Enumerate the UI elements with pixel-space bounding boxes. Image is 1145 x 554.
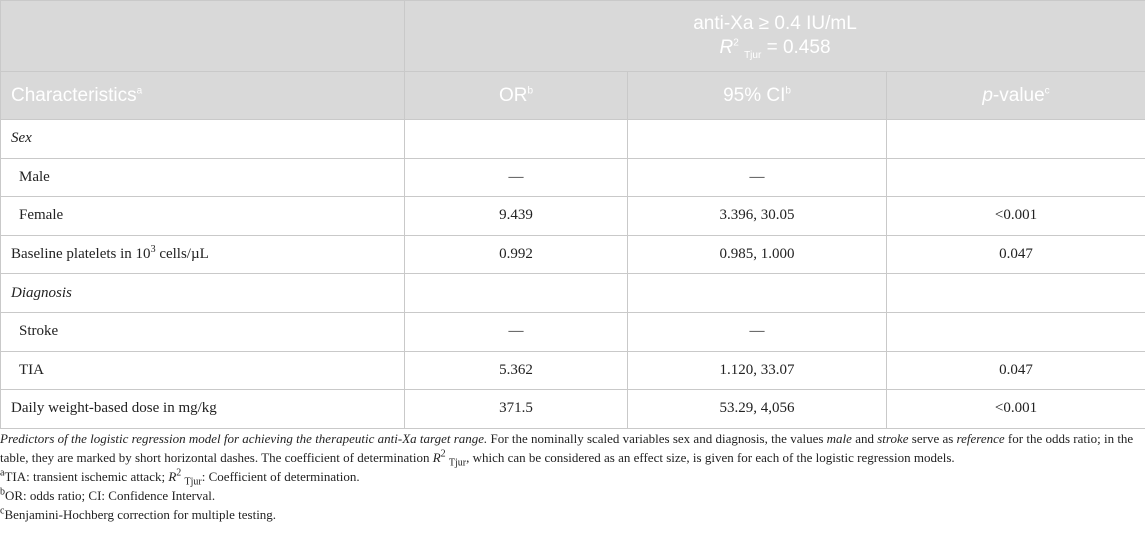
cell-ci <box>628 120 887 159</box>
cell-p: 0.047 <box>887 235 1145 274</box>
header-blank-cell <box>1 1 405 72</box>
group-header-row <box>1 1 1145 72</box>
cell-ci <box>628 274 887 313</box>
col-header-or: $OR^b$ <box>405 72 628 120</box>
cell-or: — <box>405 312 628 351</box>
table-caption: Predictors of the logistic regression model for achieving the therapeutic anti-Xa target range. For the nominally scaled variables sex and diagnosis, the values male and stroke serve as reference for the odds ratio; in the table, they are marked by short horizontal dashes. The coefficient of determination $R^2$ $_{Tjur}$, which can be considered as an effect size, is given for each of the logistic regression models. <box>0 431 1134 469</box>
row-label: Female <box>1 197 405 236</box>
cell-p: 0.047 <box>887 351 1145 390</box>
footnote-a: $^a$TIA: transient ischemic attack; $R^2$ $_{Tjur}$: Coefficient of determination. <box>0 467 360 488</box>
cell-ci: — <box>628 312 887 351</box>
col-header-p-value: p-value$^c$ <box>887 72 1145 120</box>
col-header-ci: 95% $CI^b$ <box>628 72 887 120</box>
cell-p <box>887 120 1145 159</box>
table-row <box>1 312 1145 351</box>
table-row <box>1 235 1145 274</box>
cell-ci: 0.985, 1.000 <box>628 235 887 274</box>
cell-or: 0.992 <box>405 235 628 274</box>
cell-or <box>405 120 628 159</box>
table-notes <box>0 429 1140 524</box>
table-row <box>1 390 1145 429</box>
row-label: Baseline platelets in $10^3$ cells/µL <box>1 235 405 274</box>
cell-or: 371.5 <box>405 390 628 429</box>
cell-ci: 1.120, 33.07 <box>628 351 887 390</box>
cell-p <box>887 312 1145 351</box>
cell-p <box>887 158 1145 197</box>
row-label: Sex <box>1 120 405 159</box>
table-row <box>1 351 1145 390</box>
cell-ci: 3.396, 30.05 <box>628 197 887 236</box>
col-header-characteristics: Characteristics$^a$ <box>1 72 405 120</box>
group-header-cell <box>405 1 1145 72</box>
row-label: Diagnosis <box>1 274 405 313</box>
cell-or: 9.439 <box>405 197 628 236</box>
cell-ci: — <box>628 158 887 197</box>
footnote-c: $^c$Benjamini-Hochberg correction for multiple testing. <box>0 505 277 522</box>
group-header-r2: $R^2$ $_{Tjur}$ = 0.458 <box>719 37 831 61</box>
cell-or <box>405 274 628 313</box>
cell-or: 5.362 <box>405 351 628 390</box>
table-row <box>1 274 1145 313</box>
column-header-row <box>1 72 1145 120</box>
table-row <box>1 197 1145 236</box>
row-label: Stroke <box>1 312 405 351</box>
group-header-line1: anti-Xa ≥ 0.4 IU/mL <box>693 13 857 34</box>
cell-p: <0.001 <box>887 197 1145 236</box>
row-label: Male <box>1 158 405 197</box>
table-row <box>1 158 1145 197</box>
cell-ci: 53.29, 4,056 <box>628 390 887 429</box>
footnote-b: $^b$OR: odds ratio; CI: Confidence Interval. <box>0 486 216 503</box>
table-row <box>1 120 1145 159</box>
cell-p: <0.001 <box>887 390 1145 429</box>
cell-p <box>887 274 1145 313</box>
row-label: Daily weight-based dose in mg/kg <box>1 390 405 429</box>
row-label: TIA <box>1 351 405 390</box>
cell-or: — <box>405 158 628 197</box>
